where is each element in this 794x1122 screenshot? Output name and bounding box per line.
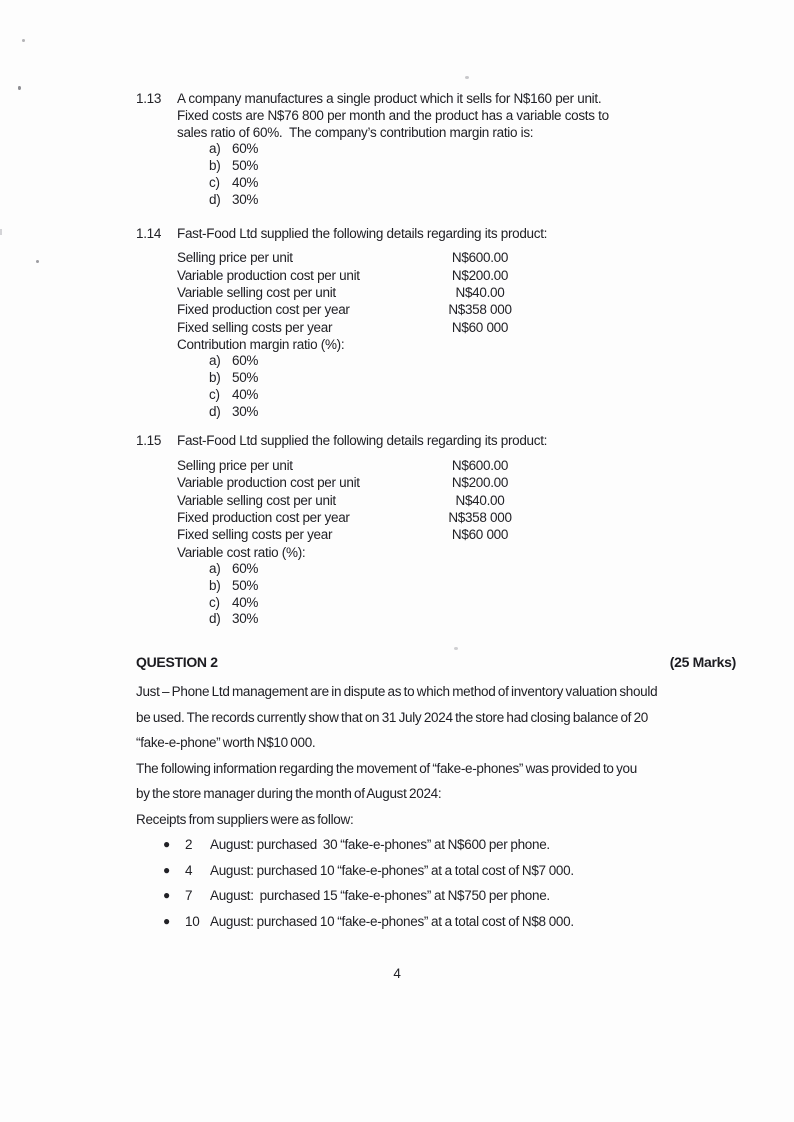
question-item — [136, 91, 736, 209]
receipt-text: August: purchased 30 “fake-e-phones” at N$600 per phone. — [210, 837, 550, 853]
receipt-day: 7 — [185, 888, 193, 904]
detail-label: Fixed selling costs per year — [177, 527, 333, 543]
receipt-list-item — [136, 883, 736, 909]
option-b — [209, 158, 736, 175]
option-value: 60% — [232, 353, 259, 369]
option-value: 30% — [232, 611, 259, 627]
receipt-day: 10 — [185, 913, 200, 929]
question-text — [177, 226, 736, 421]
option-c — [209, 175, 736, 192]
option-b — [209, 370, 736, 387]
table-row — [177, 284, 736, 301]
detail-label: Variable selling cost per unit — [177, 492, 336, 508]
question-1-14 — [136, 226, 736, 421]
option-label: b) — [209, 158, 221, 174]
detail-label: Variable selling cost per unit — [177, 284, 336, 300]
question-intro: Fast-Food Ltd supplied the following details regarding its product: — [177, 225, 548, 241]
detail-label: Contribution margin ratio (%): — [177, 336, 345, 352]
option-label: b) — [209, 577, 221, 593]
question-line: Fixed costs are N$76 800 per month and the product has a variable costs to — [177, 107, 609, 123]
option-label: d) — [209, 403, 221, 419]
option-value: 60% — [232, 560, 259, 576]
option-label: d) — [209, 611, 221, 627]
option-d — [209, 611, 736, 628]
detail-label: Variable production cost per unit — [177, 475, 360, 491]
table-row — [177, 336, 736, 353]
detail-label: Selling price per unit — [177, 250, 293, 266]
detail-label: Variable cost ratio (%): — [177, 544, 306, 560]
scan-speck — [18, 86, 21, 90]
receipt-text: August: purchased 10 “fake-e-phones” at a total cost of N$8 000. — [210, 913, 574, 929]
receipt-list-item — [136, 909, 736, 935]
option-value: 50% — [232, 369, 259, 385]
question-number: 1.13 — [136, 91, 162, 106]
option-a — [209, 353, 736, 370]
receipt-text: August: purchased 10 “fake-e-phones” at a total cost of N$7 000. — [210, 862, 574, 878]
detail-value: N$60 000 — [451, 319, 509, 335]
page-number: 4 — [393, 966, 401, 981]
scan-speck — [36, 260, 39, 263]
question-line: sales ratio of 60%. The company’s contribution margin ratio is: — [177, 124, 534, 140]
scan-speck — [22, 39, 25, 42]
question-text — [177, 433, 736, 628]
table-row — [177, 492, 736, 509]
option-label: c) — [209, 174, 220, 190]
option-value: 50% — [232, 158, 259, 174]
table-row — [177, 526, 736, 543]
detail-value: N$358 000 — [448, 302, 512, 318]
table-row — [177, 301, 736, 318]
bullet-icon: ● — [163, 888, 170, 903]
option-label: d) — [209, 191, 221, 207]
table-row — [177, 267, 736, 284]
detail-value: N$358 000 — [448, 510, 512, 526]
option-label: a) — [209, 353, 221, 369]
receipt-list-item — [136, 858, 736, 884]
question-2-title: QUESTION 2 — [136, 654, 218, 671]
option-d — [209, 404, 736, 421]
option-label: b) — [209, 369, 221, 385]
options-list — [209, 141, 736, 208]
option-value: 40% — [232, 174, 259, 190]
detail-label: Fixed selling costs per year — [177, 319, 333, 335]
option-value: 50% — [232, 577, 259, 593]
page-content — [136, 91, 736, 934]
options-list — [209, 561, 736, 628]
detail-label: Fixed production cost per year — [177, 302, 350, 318]
option-value: 60% — [232, 141, 259, 157]
option-a — [209, 561, 736, 578]
bullet-icon: ● — [163, 862, 170, 877]
table-row — [177, 544, 736, 561]
table-row — [177, 457, 736, 474]
question-number: 1.14 — [136, 225, 162, 241]
option-label: c) — [209, 386, 220, 402]
question-text — [177, 91, 736, 209]
paragraph-line: Just – Phone Ltd management are in dispute as to which method of inventory valuation should — [136, 684, 658, 700]
detail-value — [439, 336, 521, 353]
detail-label: Fixed production cost per year — [177, 510, 350, 526]
bullet-icon: ● — [163, 913, 170, 928]
option-value: 40% — [232, 386, 259, 402]
option-label: a) — [209, 560, 221, 576]
product-details-table — [177, 249, 736, 353]
scan-speck — [0, 229, 2, 235]
question-intro: Fast-Food Ltd supplied the following details regarding its product: — [177, 433, 548, 449]
bullet-icon: ● — [163, 837, 170, 852]
detail-value: N$200.00 — [451, 475, 509, 491]
paragraph-line: by the store manager during the month of August 2024: — [136, 786, 442, 802]
detail-value: N$40.00 — [455, 284, 505, 300]
detail-value: N$60 000 — [451, 527, 509, 543]
option-c — [209, 387, 736, 404]
question-2-body — [136, 679, 736, 934]
paragraph-line: be used. The records currently show that on 31 July 2024 the store had closing balance of 20 — [136, 709, 648, 725]
question-2 — [136, 654, 736, 934]
table-row — [177, 319, 736, 336]
option-c — [209, 595, 736, 612]
question-number: 1.15 — [136, 433, 162, 449]
receipt-day: 4 — [185, 862, 193, 878]
detail-value: N$600.00 — [451, 250, 509, 266]
options-list — [209, 353, 736, 420]
paragraph-line: The following information regarding the movement of “fake-e-phones” was provided to you — [136, 760, 637, 776]
detail-value: N$40.00 — [455, 492, 505, 508]
receipt-text: August: purchased 15 “fake-e-phones” at N$750 per phone. — [210, 888, 550, 904]
option-d — [209, 192, 736, 209]
question-item — [136, 433, 736, 628]
option-label: c) — [209, 594, 220, 610]
question-1-13 — [136, 91, 736, 209]
product-details-table — [177, 457, 736, 561]
option-b — [209, 578, 736, 595]
question-2-marks: (25 Marks) — [669, 654, 736, 671]
table-row — [177, 474, 736, 491]
question-2-header — [136, 654, 736, 671]
option-value: 30% — [232, 403, 259, 419]
receipt-day: 2 — [185, 837, 193, 853]
question-1-15 — [136, 433, 736, 628]
paragraph-line: “fake-e-phone” worth N$10 000. — [136, 735, 316, 751]
option-label: a) — [209, 141, 221, 157]
option-value: 30% — [232, 191, 259, 207]
question-line: A company manufactures a single product which it sells for N$160 per unit. — [177, 91, 602, 106]
detail-label: Selling price per unit — [177, 458, 293, 474]
detail-value — [439, 544, 521, 561]
question-item — [136, 226, 736, 421]
table-row — [177, 509, 736, 526]
option-a — [209, 141, 736, 158]
table-row — [177, 249, 736, 266]
receipt-list-item — [136, 832, 736, 858]
detail-value: N$200.00 — [451, 267, 509, 283]
option-value: 40% — [232, 594, 259, 610]
scan-speck — [465, 76, 469, 79]
detail-value: N$600.00 — [451, 458, 509, 474]
detail-label: Variable production cost per unit — [177, 267, 360, 283]
paragraph-line: Receipts from suppliers were as follow: — [136, 811, 354, 827]
